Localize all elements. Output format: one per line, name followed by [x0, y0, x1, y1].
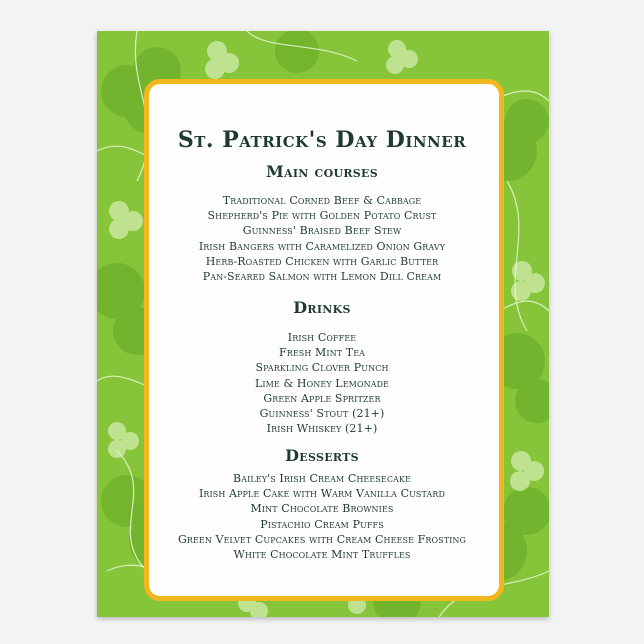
list-item: Shepherd's Pie with Golden Potato Crust: [207, 209, 437, 223]
list-item: Fresh Mint Tea: [278, 346, 366, 360]
list-item: Pan-Seared Salmon with Lemon Dill Cream: [202, 270, 442, 284]
desserts-list: [0, 471, 644, 562]
list-item: Irish Bangers with Caramelized Onion Gravy: [198, 239, 446, 253]
list-item: Green Apple Spritzer: [263, 391, 381, 405]
main-courses-list: [0, 193, 644, 284]
list-item: White Chocolate Mint Truffles: [233, 548, 411, 562]
section-heading-desserts: Desserts: [285, 446, 359, 465]
list-item: Guinness' Braised Beef Stew: [242, 224, 402, 238]
list-item: Irish Apple Cake with Warm Vanilla Custard: [198, 487, 446, 501]
list-item: Irish Whiskey (21+): [266, 422, 378, 436]
list-item: Pistachio Cream Puffs: [260, 517, 384, 531]
list-item: Traditional Corned Beef & Cabbage: [222, 194, 422, 207]
section-heading-main-courses: Main courses: [266, 162, 378, 181]
list-item: Mint Chocolate Brownies: [250, 502, 394, 516]
list-item: Bailey's Irish Cream Cheesecake: [233, 472, 411, 485]
menu-title: St. Patrick's Day Dinner: [177, 127, 467, 153]
list-item: Sparkling Clover Punch: [255, 361, 389, 375]
list-item: Irish Coffee: [287, 331, 357, 344]
list-item: Lime & Honey Lemonade: [254, 376, 390, 390]
drinks-list: [0, 330, 644, 436]
list-item: Green Velvet Cupcakes with Cream Cheese Frosting: [177, 532, 467, 546]
list-item: Guinness' Stout (21+): [259, 407, 385, 421]
list-item: Herb-Roasted Chicken with Garlic Butter: [205, 254, 439, 268]
section-heading-drinks: Drinks: [293, 298, 351, 317]
